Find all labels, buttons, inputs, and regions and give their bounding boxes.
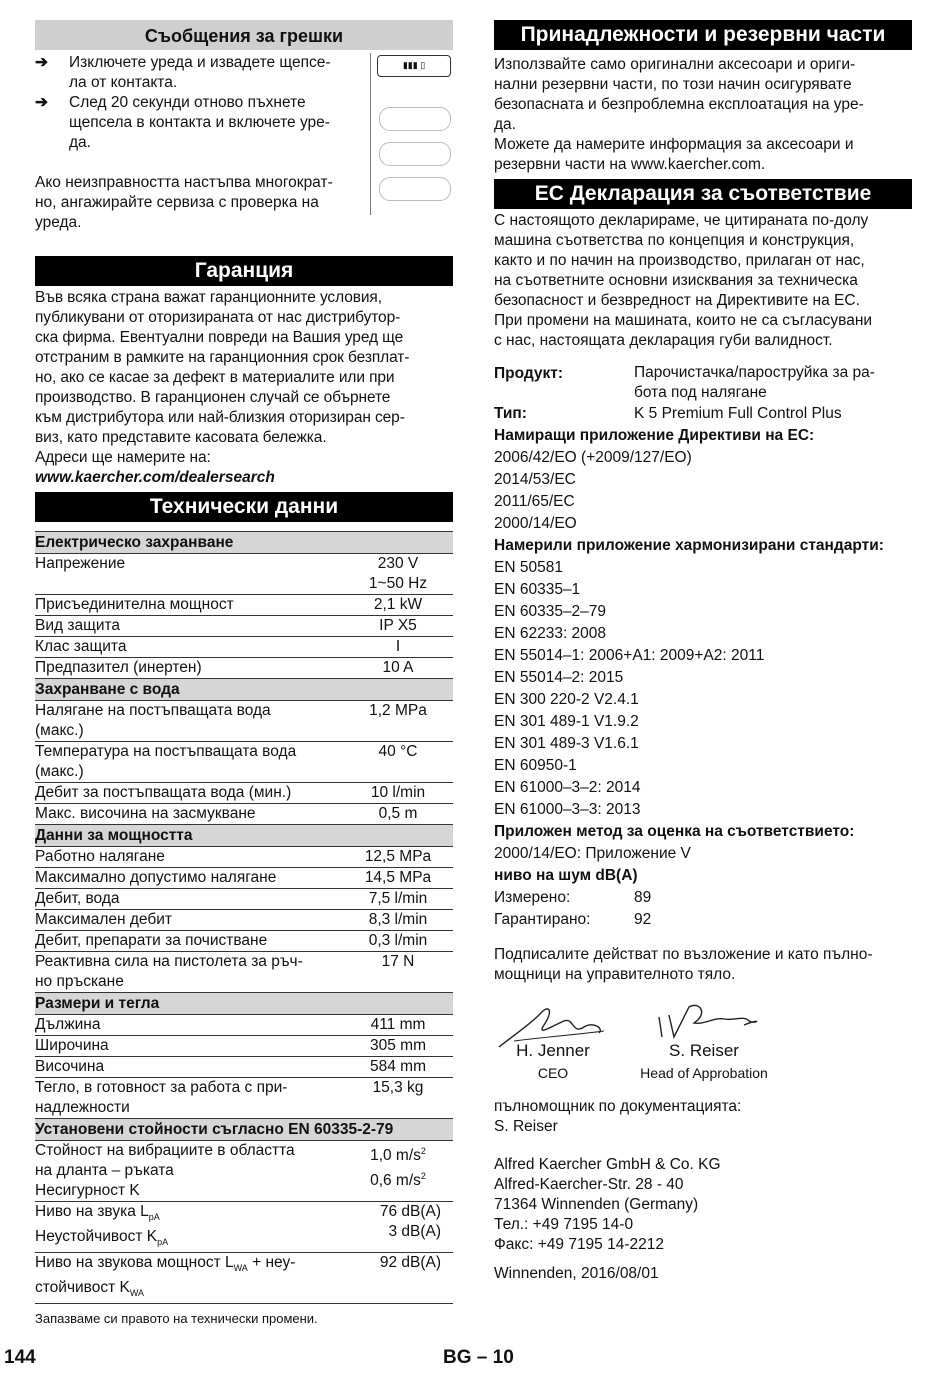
error-step: ➔ След 20 секунди отново пъхнете щепсела в контакта и включете уре- да.	[35, 94, 330, 151]
declaration-heading: ЕС Декларация за съответствие	[494, 179, 912, 209]
table-row: Ниво на звука $L_{pA}$ Неустойчивост $K_{pA}$ 76 dB(A) 3 dB(A)	[35, 1202, 453, 1253]
product-row: Продукт: Парочистачка/пароструйка за ра- бота под налягане	[494, 364, 875, 401]
arrow-right-icon: ➔	[35, 94, 48, 111]
type-row: Тип: K 5 Premium Full Control Plus	[494, 405, 842, 422]
standard-item: EN 62233: 2008	[494, 625, 607, 642]
standard-item: EN 61000–3–3: 2013	[494, 801, 641, 818]
table-row: Тегло, в готовност за работа с при- надлежности 15,3 kg	[35, 1078, 453, 1119]
directive-item: 2000/14/ЕО	[494, 515, 577, 532]
declaration-body: С настоящото декларираме, че цитираната по-долу машина съответства по концепция и конструкция, както и по начин на производство, прилаган от нас, на съответните основни изисквания за техническа безопасност и безвредност на Директивите на ЕС. При промени на машината, които не са съгласувани с нас, настоящата декларация губи валидност.	[494, 212, 873, 349]
table-row: Ниво на звукова мощност $L_{WA} + неу-$ стойчивост $K_{WA}$ 92 dB(A)	[35, 1253, 453, 1304]
table-section: Установени стойности съгласно EN 60335-2-79	[35, 1119, 453, 1141]
display-slot	[379, 107, 451, 131]
table-row: Напрежение 230 V 1~50 Hz	[35, 554, 453, 595]
method-heading: Приложен метод за оценка на съответствието:	[494, 823, 855, 840]
table-row: Присъединителна мощност 2,1 kW	[35, 595, 453, 616]
error-step: ➔ Изключете уреда и извадете щепсе- ла от контакта.	[35, 54, 331, 91]
standard-item: EN 61000–3–2: 2014	[494, 779, 641, 796]
table-row: Дебит за постъпващата вода (мин.) 10 l/min	[35, 783, 453, 804]
company-address: Alfred Kaercher GmbH & Co. KG Alfred-Kaercher-Str. 28 - 40 71364 Winnenden (Germany) Тел.: +49 7195 14-0 Факс: +49 7195 14-2212	[494, 1156, 721, 1253]
table-row: Стойност на вибрациите в областта на дланта – ръката Несигурност K 1,0 $m/s^2$ 0,6 $m/s^2$	[35, 1141, 453, 1202]
standard-item: EN 55014–2: 2015	[494, 669, 624, 686]
table-row: Вид защита IP X5	[35, 616, 453, 637]
warranty-body: Във всяка страна важат гаранционните условия, публикувани от оторизираната от нас дистрибутор- ска фирма. Евентуални повреди на Вашия уред ще отстраним в рамките на гаранционния срок безплат- но, ако се касае за дефект в материалите или при производство. В гаранционен случай се обърнете към дистрибутора или най-близкия оторизиран сер- виз, като представите касовата бележка. Адреси ще намерите на:	[35, 289, 410, 466]
tech-note: Запазваме си правото на технически промени.	[35, 1311, 318, 1327]
documentation-representative: пълномощник по документацията: S. Reiser	[494, 1098, 742, 1135]
table-row: Клас защита I	[35, 637, 453, 658]
directive-item: 2006/42/ЕО (+2009/127/ЕО)	[494, 449, 692, 466]
standard-item: EN 60950-1	[494, 757, 577, 774]
guaranteed-row: Гарантирано: 92	[494, 911, 652, 928]
warranty-heading: Гаранция	[35, 256, 453, 286]
table-row: Температура на постъпващата вода (макс.) 40 °C	[35, 742, 453, 783]
table-row: Работно налягане 12,5 MPa	[35, 847, 453, 868]
device-display-illustration	[370, 53, 453, 215]
errors-section	[35, 53, 453, 256]
table-row: Максимален дебит 8,3 l/min	[35, 910, 453, 931]
section-code: BG – 10	[443, 1347, 514, 1368]
table-row: Макс. височина на засмукване 0,5 m	[35, 804, 453, 825]
arrow-right-icon: ➔	[35, 54, 48, 71]
place-date: Winnenden, 2016/08/01	[494, 1265, 659, 1282]
signatures: H. Jenner CEO S. Reiser Head of Approbation	[494, 995, 912, 1087]
table-row: Широчина 305 mm	[35, 1036, 453, 1057]
table-row: Налягане на постъпващата вода (макс.) 1,2 MPa	[35, 701, 453, 742]
accessories-body: Използвайте само оригинални аксесоари и ориги- нални резервни части, по този начин осигурявате безопасната и безпроблемна експлоатация на уре- да. Можете да намерите информация за аксесоари и резервни части на www.kaercher.com.	[494, 56, 864, 173]
table-row: Дебит, вода 7,5 l/min	[35, 889, 453, 910]
directive-item: 2014/53/ЕС	[494, 471, 576, 488]
tech-data-heading: Технически данни	[35, 492, 453, 522]
noise-heading: ниво на шум dB(A)	[494, 867, 638, 884]
method-value: 2000/14/ЕО: Приложение V	[494, 845, 691, 862]
battery-icon: ▮▮▮ ▯	[377, 55, 451, 77]
display-slot	[379, 142, 451, 166]
errors-note: Ако неизправността настъпва многократ- но, ангажирайте сервиза с проверка на уреда.	[35, 174, 333, 231]
table-row: Максимално допустимо налягане 14,5 MPa	[35, 868, 453, 889]
directive-item: 2011/65/ЕС	[494, 493, 575, 510]
standard-item: EN 60335–2–79	[494, 603, 607, 620]
standard-item: EN 301 489-3 V1.6.1	[494, 735, 639, 752]
right-column	[494, 20, 912, 1284]
standard-item: EN 50581	[494, 559, 563, 576]
errors-heading: Съобщения за грешки	[35, 20, 453, 50]
display-slot	[379, 177, 451, 201]
table-section: Данни за мощността	[35, 825, 453, 847]
table-section: Електрическо захранване	[35, 532, 453, 554]
table-row: Височина 584 mm	[35, 1057, 453, 1078]
measured-row: Измерено: 89	[494, 889, 652, 906]
table-section: Размери и тегла	[35, 993, 453, 1015]
standard-item: EN 60335–1	[494, 581, 581, 598]
standard-item: EN 55014–1: 2006+A1: 2009+A2: 2011	[494, 647, 765, 664]
standard-item: EN 301 489-1 V1.9.2	[494, 713, 639, 730]
dealer-search-link[interactable]: www.kaercher.com/dealersearch	[35, 469, 275, 486]
left-column	[35, 20, 453, 1329]
table-row: Реактивна сила на пистолета за ръч- но пръскане 17 N	[35, 952, 453, 993]
signers-note: Подписалите действат по възложение и като пълно- мощници на управителното тяло.	[494, 946, 873, 983]
standards-heading: Намерили приложение хармонизирани стандарти:	[494, 537, 884, 554]
tech-data-table	[35, 531, 453, 1304]
table-section: Захранване с вода	[35, 679, 453, 701]
page-number: 144	[4, 1347, 36, 1368]
table-row: Предпазител (инертен) 10 A	[35, 658, 453, 679]
directives-heading: Намиращи приложение Директиви на ЕС:	[494, 427, 815, 444]
accessories-heading: Принадлежности и резервни части	[494, 20, 912, 50]
standard-item: EN 300 220-2 V2.4.1	[494, 691, 639, 708]
table-row: Дължина 411 mm	[35, 1015, 453, 1036]
table-row: Дебит, препарати за почистване 0,3 l/min	[35, 931, 453, 952]
